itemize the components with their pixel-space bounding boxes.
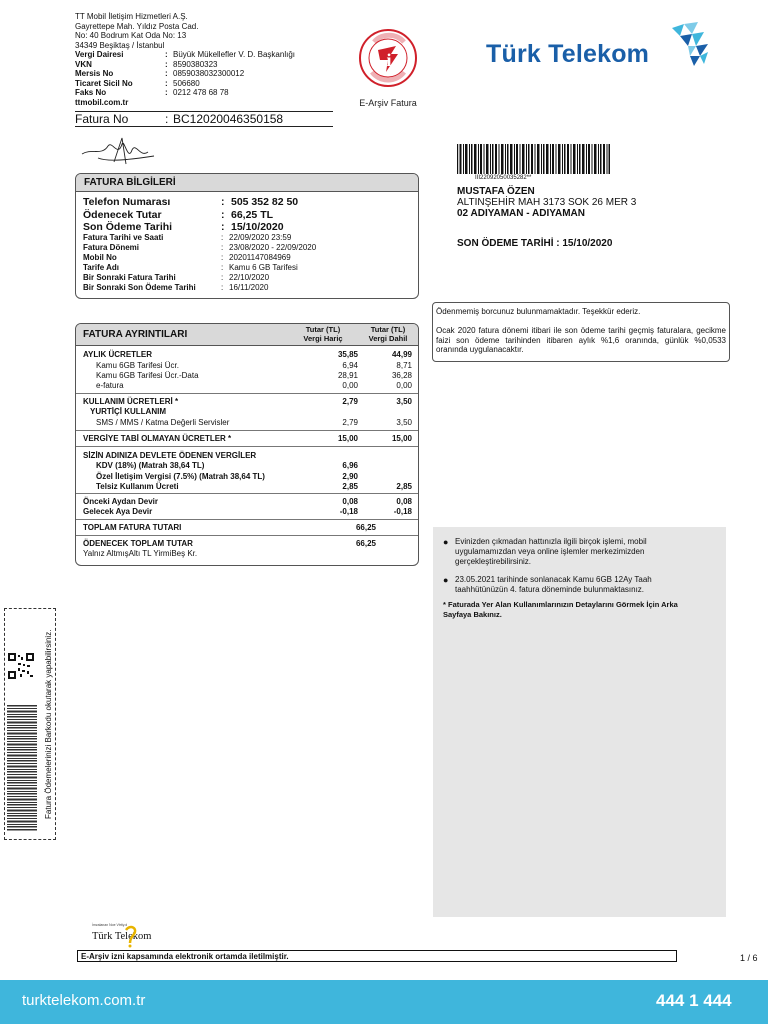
info-detail-row: Tarife Adı : Kamu 6 GB Tarifesi (83, 263, 298, 272)
stub-instruction: Fatura Ödemelerinizi Barkodu okutarak yapabilirsiniz. (44, 629, 53, 819)
notice-line: Ocak 2020 fatura dönemi itibari ile son ödeme tarihi geçmiş faturalara, gecikme faizi son ödeme tarihinden itibaren aylık %1,6 oranında, günlük %0,0533 oranında uygulanacaktır. (436, 325, 726, 355)
info-detail-row: Fatura Tarihi ve Saati : 22/09/2020 23:59 (83, 233, 292, 242)
company-line: No: 40 Bodrum Kat Oda No: 13 (75, 31, 187, 40)
customer-address: ALTINŞEHİR MAH 3173 SOK 26 MER 3 (457, 197, 637, 208)
notice-box (432, 302, 730, 362)
subsection-row: YURTİÇİ KULLANIM (90, 407, 166, 416)
invoice-main-info (83, 196, 298, 234)
payable-row: ÖDENECEK TOPLAM TUTAR 66,25 (83, 539, 376, 548)
line-item-row: SMS / MMS / Katma Değerli Servisler 2,79 3,50 (96, 418, 412, 427)
invoice-barcode (457, 144, 610, 174)
divider (76, 446, 418, 447)
info-note: * Faturada Yer Alan Kullanımlarınızın Detaylarını Görmek İçin Arka Sayfaya Bakınız. (443, 600, 678, 619)
divider (76, 493, 418, 494)
signature-mark-icon (118, 924, 142, 948)
divider (76, 430, 418, 431)
info-panel (433, 527, 726, 917)
customer-name: MUSTAFA ÖZEN (457, 186, 535, 197)
company-detail: Mersis No : 0859038032300012 (75, 69, 245, 78)
page-number: 1 / 6 (740, 953, 758, 963)
gib-seal-icon (358, 28, 418, 88)
invoice-number-value: BC12020046350158 (173, 112, 284, 126)
earsiv-notice: E-Arşiv izni kapsamında elektronik ortamda iletilmiştir. (77, 950, 677, 962)
svg-text:i: i (386, 50, 392, 70)
divider (76, 393, 418, 394)
qr-code-icon[interactable] (8, 653, 34, 679)
signature-logo (90, 920, 190, 948)
invoice-detail-info (83, 233, 316, 293)
header-rule (75, 126, 333, 127)
invoice-number-label: Fatura No (75, 112, 129, 126)
info-bullet: ● 23.05.2021 tarihinde sonlanacak Kamu 6GB 12Ay Taah taahhütünüzün 4. fatura döneminde bulunmaktasınız. (443, 575, 652, 594)
invoice-info-box (75, 173, 419, 299)
turk-telekom-logo (484, 22, 724, 82)
customer-due-date: SON ÖDEME TARİHİ : 15/10/2020 (457, 238, 613, 249)
barcode-number: III22092050035282** (475, 175, 532, 181)
company-address (75, 12, 295, 107)
info-row: Son Ödeme Tarihi : 15/10/2020 (83, 221, 284, 233)
info-detail-row: Bir Sonraki Fatura Tarihi : 22/10/2020 (83, 273, 270, 282)
tax-row: KDV (18%) (Matrah 38,64 TL) 6,96 (96, 461, 358, 470)
signature-logo-name: Türk Telekom (92, 931, 152, 942)
customer-city: 02 ADIYAMAN - ADIYAMAN (457, 208, 585, 219)
footer-bar (0, 980, 768, 1024)
info-detail-row: Bir Sonraki Son Ödeme Tarihi : 16/11/2020 (83, 283, 269, 292)
invoice-details-box (75, 323, 419, 566)
invoice-info-title: FATURA BİLGİLERİ (76, 174, 418, 192)
details-header (76, 324, 418, 346)
invoice-number: Fatura No : BC12020046350158 (75, 112, 284, 126)
section-row: SİZİN ADINIZA DEVLETE ÖDENEN VERGİLER (83, 451, 257, 460)
company-line: 34349 Beşiktaş / İstanbul (75, 40, 165, 50)
notice-line: Ödenmemiş borcunuz bulunmamaktadır. Teşekkür ederiz. (436, 307, 641, 316)
footer-website[interactable]: turktelekom.com.tr (22, 992, 146, 1009)
divider (76, 535, 418, 536)
brand-name: Türk Telekom (486, 40, 650, 68)
info-row: Telefon Numarası : 505 352 82 50 (83, 196, 299, 208)
payable-words: Yalnız AltmışAltı TL YirmiBeş Kr. (83, 549, 198, 558)
carry-row: Önceki Aydan Devir 0,08 0,08 (83, 497, 412, 506)
info-detail-row: Mobil No : 20201147084969 (83, 253, 291, 262)
line-item-row: Kamu 6GB Tarifesi Ücr. 6,94 8,71 (96, 361, 412, 370)
col-header-incl: Tutar (TL) Vergi Dahil (368, 325, 408, 343)
line-item-row: Kamu 6GB Tarifesi Ücr.-Data 28,91 36,28 (96, 371, 412, 380)
company-line: TT Mobil İletişim Hizmetleri A.Ş. (75, 12, 188, 21)
company-detail: Vergi Dairesi : Büyük Mükellefler V. D. Başkanlığı (75, 50, 295, 59)
signature-logo-caption: İmzalanan Noe Vtrtiy.d (92, 923, 128, 927)
tax-row: Özel İletişim Vergisi (7.5%) (Matrah 38,64 TL) 2,90 (96, 472, 358, 481)
section-row: KULLANIM ÜCRETLERİ * 2,79 3,50 (83, 397, 412, 406)
company-detail: VKN : 8590380323 (75, 59, 218, 69)
divider (76, 519, 418, 520)
payment-stub (4, 608, 56, 840)
section-row: VERGİYE TABİ OLMAYAN ÜCRETLER * 15,00 15,00 (83, 434, 412, 443)
section-row: AYLIK ÜCRETLER 35,85 44,99 (83, 350, 412, 359)
company-line: Gayrettepe Mah. Yıldız Posta Cad. (75, 21, 199, 31)
company-website[interactable]: ttmobil.com.tr (75, 97, 129, 107)
total-row: TOPLAM FATURA TUTARI 66,25 (83, 523, 376, 532)
info-detail-row: Fatura Dönemi : 23/08/2020 - 22/09/2020 (83, 243, 317, 252)
line-item-row: e-fatura 0,00 0,00 (96, 381, 412, 390)
footer-phone[interactable]: 444 1 444 (656, 991, 732, 1010)
carry-row: Gelecek Aya Devir -0,18 -0,18 (83, 507, 412, 516)
info-row: Ödenecek Tutar : 66,25 TL (83, 208, 274, 221)
company-detail: Ticaret Sicil No : 506680 (75, 78, 200, 88)
tax-row: Telsiz Kullanım Ücreti 2,85 2,85 (96, 482, 412, 491)
company-detail: Faks No : 0212 478 68 78 (75, 88, 229, 97)
customer-block (457, 186, 636, 219)
gib-seal-caption: E-Arşiv Fatura (359, 98, 417, 108)
gib-seal (358, 28, 418, 108)
details-title: FATURA AYRINTILARI (83, 329, 188, 340)
col-header-excl: Tutar (TL) Vergi Hariç (303, 325, 343, 343)
signature-image (78, 132, 158, 168)
stub-barcode (7, 705, 37, 831)
info-bullet: ● Evinizden çıkmadan hattınızla ilgili birçok işlemi, mobil uygulamamızdan veya online işlemler merkezimizden gerçekleştirebilirsiniz. (443, 537, 647, 566)
